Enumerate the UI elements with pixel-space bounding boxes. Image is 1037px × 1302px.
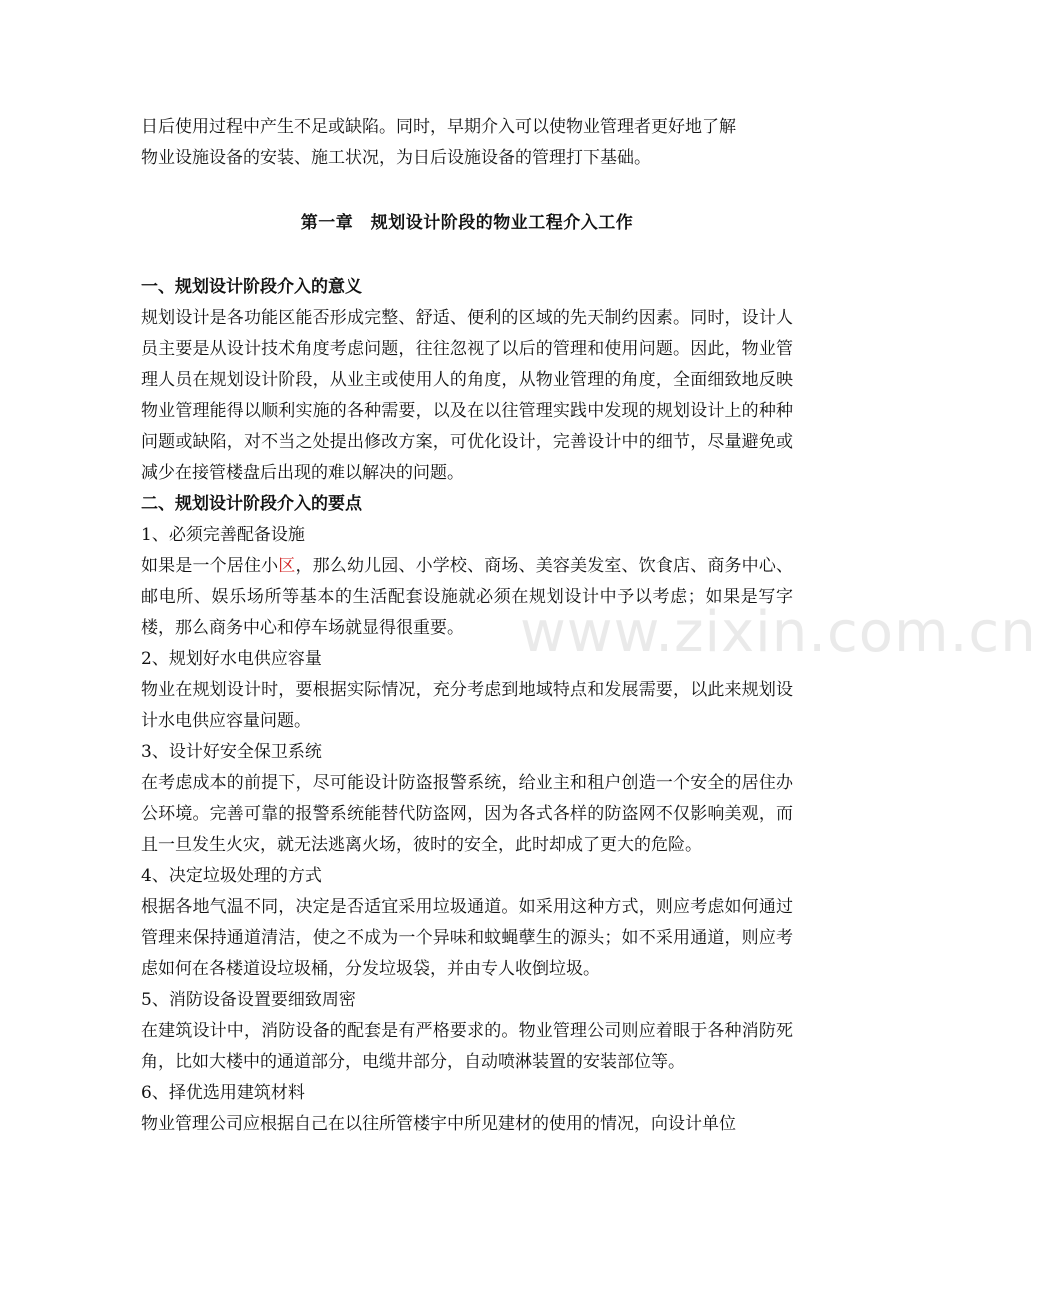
section-2-heading: 二、规划设计阶段介入的要点 xyxy=(141,494,362,514)
intro-line-1: 日后使用过程中产生不足或缺陷。同时，早期介入可以使物业管理者更好地了解 xyxy=(141,117,736,137)
item-1-title: 1、必须完善配备设施 xyxy=(141,525,305,545)
section-1-body: 规划设计是各功能区能否形成完整、舒适、便利的区域的先天制约因素。同时，设计人员主要是从设计技术角度考虑问题，往往忽视了以后的管理和使用问题。因此，物业管理人员在规划设计阶段，从业主或使用人的角度，从物业管理的角度，全面细致地反映物业管理能得以顺利实施的各种需要，以及在以往管理实践中发现的规划设计上的种种问题或缺陷，对不当之处提出修改方案，可优化设计，完善设计中的细节，尽量避免或减少在接管楼盘后出现的难以解决的问题。 xyxy=(141,308,793,483)
item-4-title: 4、决定垃圾处理的方式 xyxy=(141,866,322,886)
item-3-body: 在考虑成本的前提下，尽可能设计防盗报警系统，给业主和租户创造一个安全的居住办公环境。完善可靠的报警系统能替代防盗网，因为各式各样的防盗网不仅影响美观，而且一旦发生火灾，就无法逃离火场，彼时的安全，此时却成了更大的危险。 xyxy=(141,773,793,855)
item-2-body: 物业在规划设计时，要根据实际情况，充分考虑到地域特点和发展需要，以此来规划设计水电供应容量问题。 xyxy=(141,680,793,731)
item-4-body: 根据各地气温不同，决定是否适宜采用垃圾通道。如采用这种方式，则应考虑如何通过管理来保持通道清洁，使之不成为一个异味和蚊蝇孽生的源头；如不采用通道，则应考虑如何在各楼道设垃圾桶，分发垃圾袋，并由专人收倒垃圾。 xyxy=(141,897,793,979)
item-6-body: 物业管理公司应根据自己在以往所管楼宇中所见建材的使用的情况，向设计单位 xyxy=(141,1114,736,1134)
item-1-body-red: 区 xyxy=(278,556,296,576)
intro-line-2: 物业设施设备的安装、施工状况，为日后设施设备的管理打下基础。 xyxy=(141,148,651,168)
item-5-title: 5、消防设备设置要细致周密 xyxy=(141,990,356,1010)
item-2-title: 2、规划好水电供应容量 xyxy=(141,649,322,669)
watermark: www.zixin.com.cn xyxy=(520,600,1037,665)
item-1-body-post: ，那么幼儿园、小学校、商场、美容美发室、饮食店、商务中心、邮电所、娱乐场所等基本的生活配套设施就必须在规划设计中予以考虑；如果是写字楼，那么商务中心和停车场就显得很重要。 xyxy=(141,556,794,638)
item-6-title: 6、择优选用建筑材料 xyxy=(141,1083,305,1103)
item-5-body: 在建筑设计中，消防设备的配套是有严格要求的。物业管理公司则应着眼于各种消防死角，比如大楼中的通道部分，电缆井部分，自动喷淋装置的安装部位等。 xyxy=(141,1021,793,1072)
section-1-heading: 一、规划设计阶段介入的意义 xyxy=(141,277,362,297)
chapter-title: 第一章 规划设计阶段的物业工程介入工作 xyxy=(300,213,634,233)
document-page xyxy=(141,112,793,1140)
item-3-title: 3、设计好安全保卫系统 xyxy=(141,742,322,762)
item-1-body-pre: 如果是一个居住小 xyxy=(141,556,279,576)
item-1-body xyxy=(141,551,793,644)
